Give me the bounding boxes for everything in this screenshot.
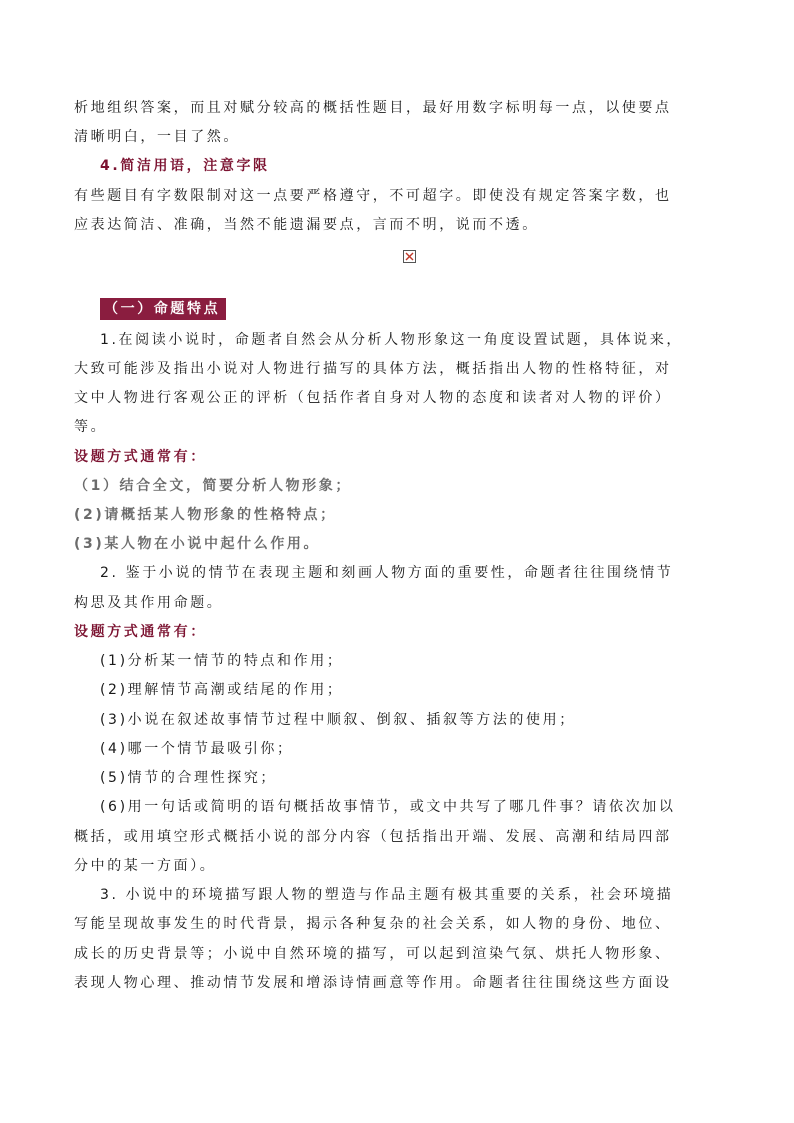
paragraph-line: 清晰明白，一目了然。 <box>74 129 240 145</box>
list-item: (2)理解情节高潮或结尾的作用； <box>100 682 344 698</box>
list-item: (3)某人物在小说中起什么作用。 <box>74 536 321 552</box>
paragraph-line: 应表达简洁、准确，当然不能遗漏要点，言而不明，说而不透。 <box>74 217 539 233</box>
paragraph-line: 析地组织答案，而且对赋分较高的概括性题目，最好用数字标明每一点，以使要点 <box>74 100 672 116</box>
list-item: (1)分析某一情节的特点和作用； <box>100 653 344 669</box>
paragraph-line: 有些题目有字数限制对这一点要严格遵守，不可超字。即使没有规定答案字数，也 <box>74 188 672 204</box>
paragraph-line: 2. 鉴于小说的情节在表现主题和刻画人物方面的重要性，命题者往往围绕情节 <box>100 565 674 581</box>
list-item: （1）结合全文，简要分析人物形象； <box>74 478 352 494</box>
paragraph-line: 表现人物心理、推动情节发展和增添诗情画意等作用。命题者往往围绕这些方面设 <box>74 975 672 991</box>
paragraph-line: 分中的某一方面）。 <box>74 858 217 874</box>
list-item: (4)哪一个情节最吸引你； <box>100 741 294 757</box>
paragraph-line: 大致可能涉及指出小说对人物进行描写的具体方法，概括指出人物的性格特征，对 <box>74 361 672 377</box>
paragraph-line: 构思及其作用命题。 <box>74 595 224 611</box>
list-item: (3)小说在叙述故事情节过程中顺叙、倒叙、插叙等方法的使用； <box>100 712 576 728</box>
section-badge: （一）命题特点 <box>100 298 226 320</box>
paragraph-line: 写能呈现故事发生的时代背景，揭示各种复杂的社会关系，如人物的身份、地位、 <box>74 916 672 932</box>
list-item: (6)用一句话或简明的语句概括故事情节，或文中共写了哪几件事？请依次加以 <box>100 799 676 815</box>
setup-heading: 设题方式通常有： <box>74 449 207 465</box>
paragraph-line: 文中人物进行客观公正的评析（包括作者自身对人物的态度和读者对人物的评价） <box>74 390 672 406</box>
paragraph-line: 1.在阅读小说时，命题者自然会从分析人物形象这一角度设置试题，具体说来， <box>100 332 683 348</box>
paragraph-line: 概括，或用填空形式概括小说的部分内容（包括指出开端、发展、高潮和结局四部 <box>74 829 672 845</box>
setup-heading: 设题方式通常有： <box>74 624 207 640</box>
paragraph-line: 成长的历史背景等；小说中自然环境的描写，可以起到渲染气氛、烘托人物形象、 <box>74 946 672 962</box>
list-item: (5)情节的合理性探究； <box>100 770 278 786</box>
paragraph-line: 3. 小说中的环境描写跟人物的塑造与作品主题有极其重要的关系，社会环境描 <box>100 887 674 903</box>
broken-image-icon <box>403 250 416 263</box>
paragraph-line: 等。 <box>74 419 108 435</box>
list-item: (2)请概括某人物形象的性格特点； <box>74 507 337 523</box>
subheading-4: 4.简洁用语，注意字限 <box>100 158 270 174</box>
